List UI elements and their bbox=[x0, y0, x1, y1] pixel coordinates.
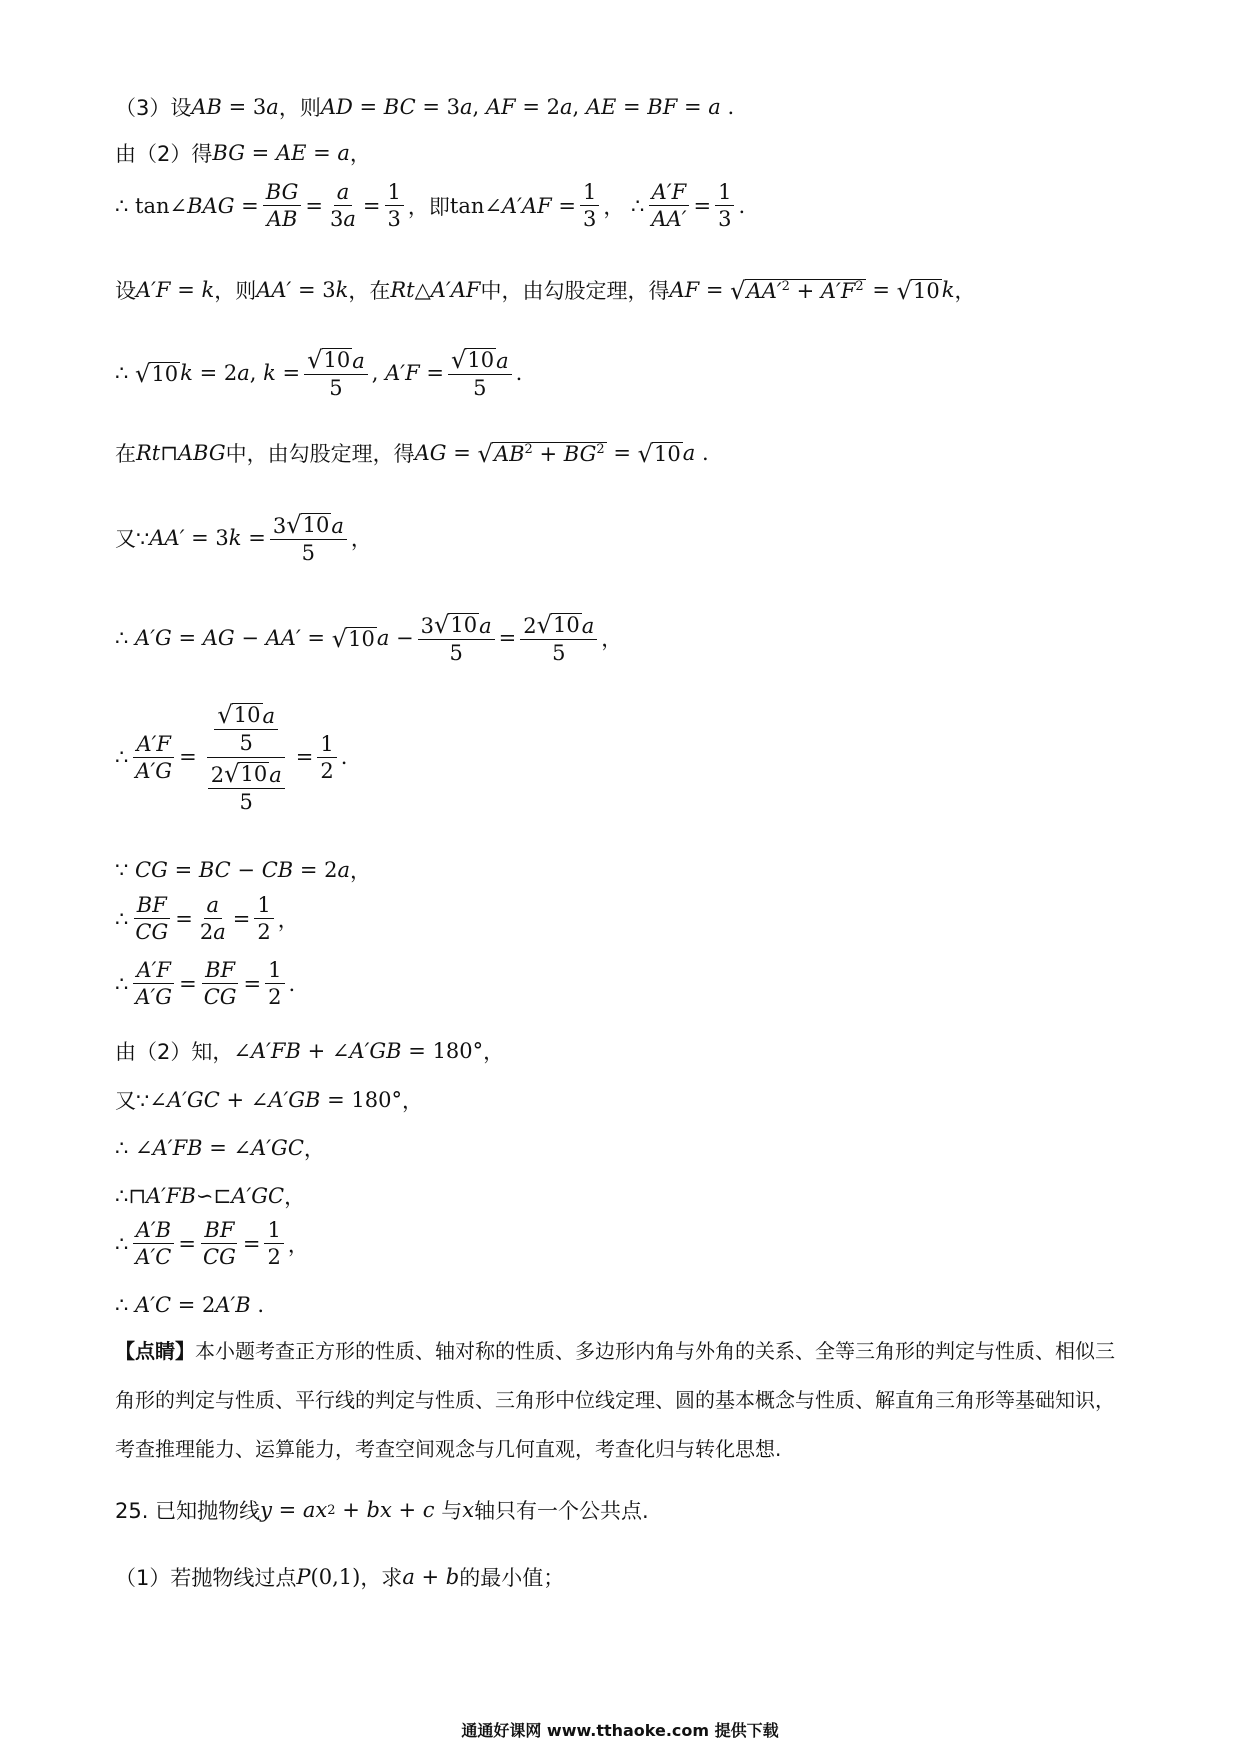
solution-line-13: 由（2）知， ∠ A′FB + ∠ A′GB = 180° ， bbox=[115, 1039, 505, 1064]
solution-line-12: ∴ $\frac{A'F}{A'G}$ = $\frac{BF}{CG}$ = $\frac{1}{2}$ . bbox=[115, 958, 296, 1010]
solution-line-18: ∴ A′C = 2 A′B . bbox=[115, 1293, 265, 1317]
solution-line-2: 由（2）得 BG = AE = a ， bbox=[115, 141, 371, 166]
solution-line-8: ∴ A′G = AG − AA′ = √ 10 a − 3 √ 10 a 5 = 2 √ 10 a 5 ， bbox=[115, 610, 623, 666]
comment-tag: 【点睛】 bbox=[115, 1339, 195, 1363]
solution-line-11: ∴ $\frac{BF}{CG}$ = $\frac{a}{2a}$ = $\frac{1}{2}$ ， bbox=[115, 893, 299, 945]
solution-line-5: ∴ √ 10 k = 2 a , k = √ 10 a 5 , A′F = √ 10 a 5 . bbox=[115, 345, 523, 401]
comment-text: 本小题考查正方形的性质、轴对称的性质、多边形内角与外角的关系、全等三角形的判定与性质、相似三角形的判定与性质、平行线的判定与性质、三角形中位线定理、圆的基本概念与性质、解直角三角形等基础知识，考查推理能力、运算能力，考查空间观念与几何直观，考查化归与转化思想. bbox=[115, 1339, 1115, 1461]
comment-paragraph bbox=[115, 1327, 1125, 1474]
solution-line-4: 设 A′F = k ，则 AA′ = 3 k ，在 Rt △ A′AF 中，由勾股定理，得 AF = √ $AA'^2 + A'F^2$ = √ 10 k ， bbox=[115, 277, 976, 306]
solution-line-1: （3）设 AB = 3 a ，则 AD = BC = 3 a , AF = 2 a , AE = BF = a . bbox=[115, 95, 735, 120]
solution-line-17: ∴ $\frac{A'B}{A'C}$ = $\frac{BF}{CG}$ = $\frac{1}{2}$ ， bbox=[115, 1218, 309, 1270]
solution-line-7: 又∵ AA′ = 3 k = 3 √ 10 a 5 ， bbox=[115, 510, 372, 566]
page-footer: 通通好课网 www.tthaoke.com 提供下载 bbox=[461, 1721, 779, 1740]
solution-line-10: ∵ CG = BC − CB = 2 a ， bbox=[115, 858, 372, 883]
problem-25-stem: 25. 已知抛物线 y = ax 2 + bx + c 与 x 轴只有一个公共点. bbox=[115, 1498, 649, 1523]
solution-line-3: ∴ tan∠BAG = $\frac{BG}{AB}$ = $\frac{a}{3a}$ = $\frac{1}{3}$ ，即 tan∠ A′AF = $\frac{1}{3}$ ， ∴ $\frac{A'F}{AA'}$ = $\frac{1}{3}$ . bbox=[115, 180, 746, 232]
solution-line-6: 在 Rt ⊓ ABG 中，由勾股定理，得 AG = √ $AB^2 + BG^2$ = √ 10 a . bbox=[115, 440, 709, 469]
solution-line-15: ∴ ∠ A′FB = ∠ A′GC ， bbox=[115, 1136, 325, 1161]
solution-line-16: ∴⊓ A′FB ∽⊏ A′GC ， bbox=[115, 1184, 306, 1209]
solution-line-9: ∴ $\frac{A'F}{A'G}$ = √ 10 a 5 2 √ 10 a 5 = $\frac{1}{2}$ . bbox=[115, 700, 348, 815]
problem-25-part-1: （1）若抛物线过点 P (0,1) ，求 a + b 的最小值； bbox=[115, 1565, 565, 1590]
solution-line-14: 又∵ ∠ A′GC + ∠ A′GB = 180° ， bbox=[115, 1088, 423, 1113]
